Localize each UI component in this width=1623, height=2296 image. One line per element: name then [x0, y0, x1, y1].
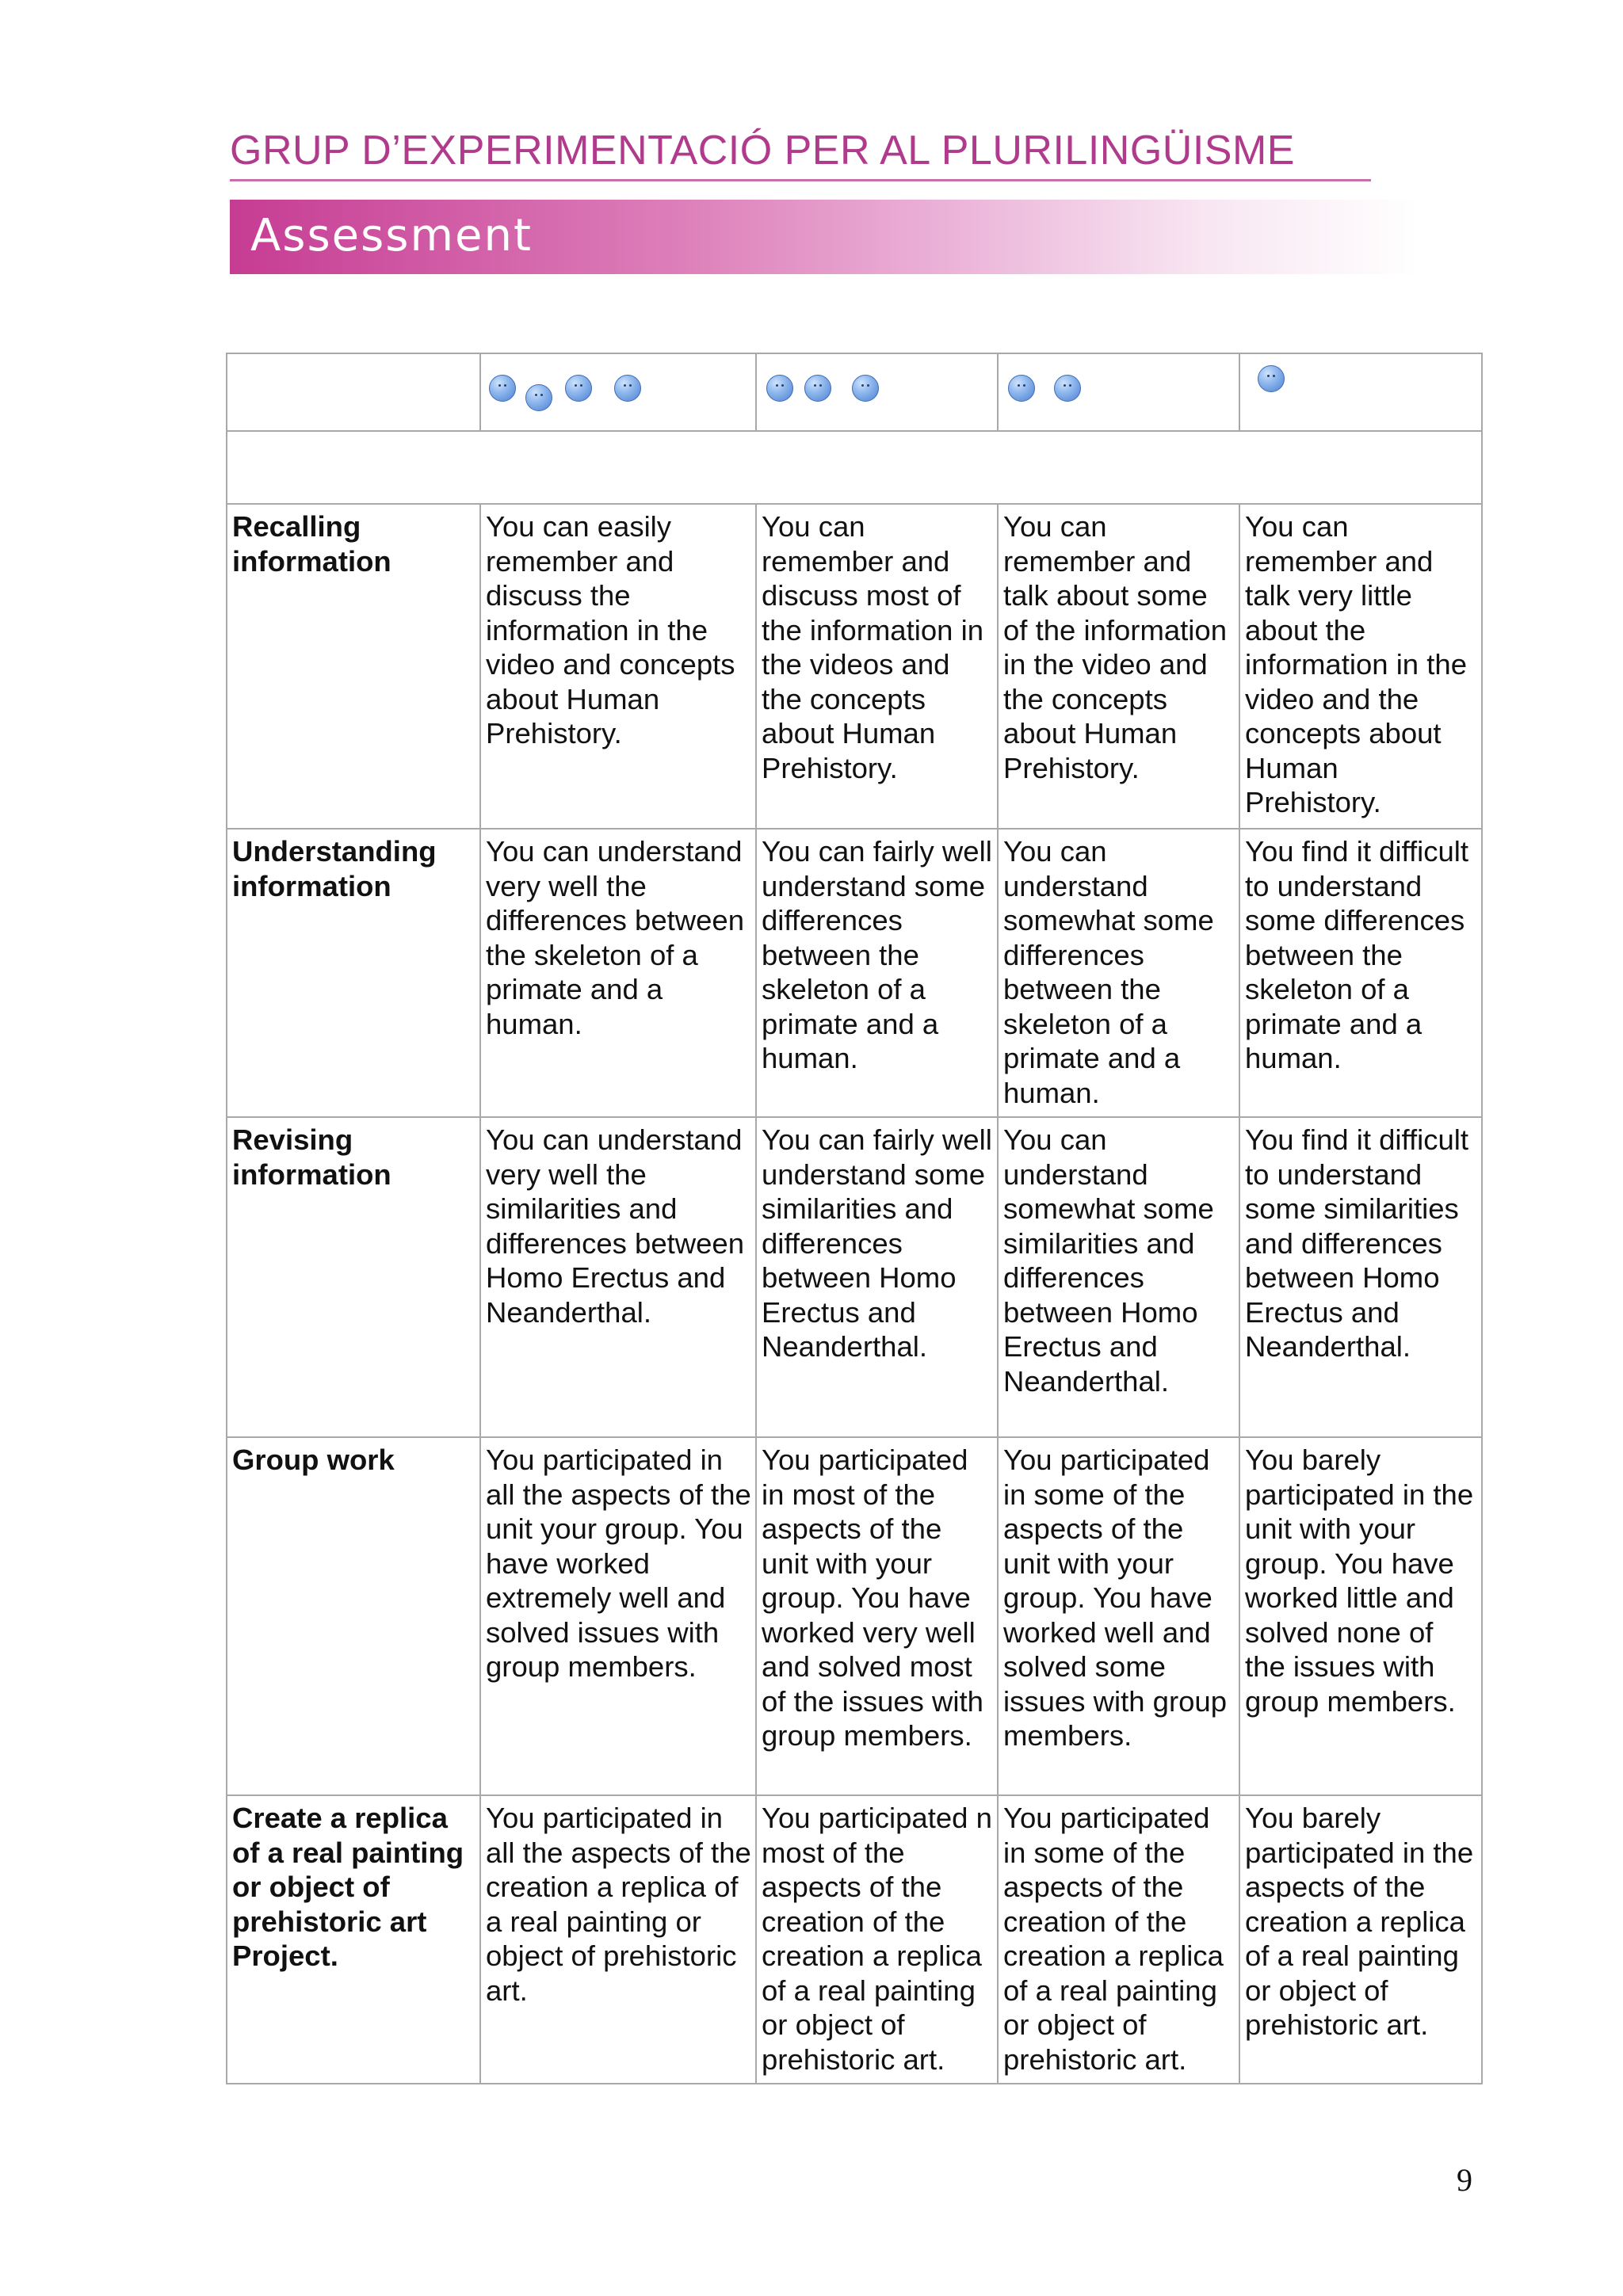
descriptor-cell: You barely participated in the unit with your group. You have worked little and solved none of the issues with group members. [1239, 1437, 1482, 1795]
descriptor-cell: You can fairly well understand some similarities and differences between Homo Erectus and Neanderthal. [756, 1117, 998, 1437]
descriptor-cell: You barely participated in the aspects of the creation a replica of a real painting or object of prehistoric art. [1239, 1795, 1482, 2084]
descriptor-cell: You participated n most of the aspects of the creation of the creation a replica of a real painting or object of prehistoric art. [756, 1795, 998, 2084]
smiley-face-icon [766, 375, 793, 402]
descriptor-cell: You can understand very well the similarities and differences between Homo Erectus and Neanderthal. [480, 1117, 756, 1437]
level-1-icons [1239, 353, 1482, 431]
table-row [227, 1117, 1482, 1437]
table-row [227, 504, 1482, 829]
descriptor-cell: You can understand somewhat some differences between the skeleton of a primate and a human. [998, 829, 1239, 1117]
blank-cell [227, 431, 1482, 504]
descriptor-cell: You participated in some of the aspects of the creation of the creation a replica of a real painting or object of prehistoric art. [998, 1795, 1239, 2084]
criterion-cell: Create a replica of a real painting or object of prehistoric art Project. [227, 1795, 480, 2084]
rubric-corner-cell [227, 353, 480, 431]
smiley-face-icon [804, 375, 831, 402]
criterion-cell: Understanding information [227, 829, 480, 1117]
descriptor-cell: You participated in most of the aspects of the unit with your group. You have worked very well and solved most of the issues with group members. [756, 1437, 998, 1795]
descriptor-cell: You can easily remember and discuss the information in the video and concepts about Human Prehistory. [480, 504, 756, 829]
table-row [227, 1795, 1482, 2084]
assessment-rubric-table [226, 353, 1483, 2084]
descriptor-cell: You participated in all the aspects of the creation a replica of a real painting or object of prehistoric art. [480, 1795, 756, 2084]
smiley-face-icon [614, 375, 641, 402]
section-banner [230, 200, 1419, 274]
smiley-face-icon [565, 375, 592, 402]
descriptor-cell: You can fairly well understand some differences between the skeleton of a primate and a human. [756, 829, 998, 1117]
table-row [227, 1437, 1482, 1795]
descriptor-cell: You find it difficult to understand some differences between the skeleton of a primate and a human. [1239, 829, 1482, 1117]
descriptor-cell: You can understand very well the differences between the skeleton of a primate and a human. [480, 829, 756, 1117]
smiley-face-icon [489, 375, 516, 402]
table-row [227, 829, 1482, 1117]
level-3-icons [756, 353, 998, 431]
smiley-face-icon [1258, 365, 1285, 392]
section-title: Assessment [250, 210, 533, 261]
descriptor-cell: You find it difficult to understand some similarities and differences between Homo Erectus and Neanderthal. [1239, 1117, 1482, 1437]
descriptor-cell: You can remember and talk very little about the information in the video and the concepts about Human Prehistory. [1239, 504, 1482, 829]
smiley-face-icon [1054, 375, 1081, 402]
level-2-icons [998, 353, 1239, 431]
document-header-title: GRUP D’EXPERIMENTACIÓ PER AL PLURILINGÜISME [230, 127, 1371, 181]
descriptor-cell: You participated in all the aspects of the unit your group. You have worked extremely well and solved issues with group members. [480, 1437, 756, 1795]
descriptor-cell: You can remember and discuss most of the information in the videos and the concepts about Human Prehistory. [756, 504, 998, 829]
descriptor-cell: You participated in some of the aspects of the unit with your group. You have worked well and solved some issues with group members. [998, 1437, 1239, 1795]
criterion-cell: Group work [227, 1437, 480, 1795]
descriptor-cell: You can understand somewhat some similarities and differences between Homo Erectus and Neanderthal. [998, 1117, 1239, 1437]
rubric-level-icons-row [227, 353, 1482, 431]
smiley-face-icon [1008, 375, 1035, 402]
criterion-cell: Recalling information [227, 504, 480, 829]
criterion-cell: Revising information [227, 1117, 480, 1437]
smiley-face-icon [852, 375, 879, 402]
rubric-blank-row [227, 431, 1482, 504]
page-number: 9 [1457, 2162, 1472, 2198]
level-4-icons [480, 353, 756, 431]
smiley-face-icon [525, 384, 552, 411]
descriptor-cell: You can remember and talk about some of the information in the video and the concepts about Human Prehistory. [998, 504, 1239, 829]
